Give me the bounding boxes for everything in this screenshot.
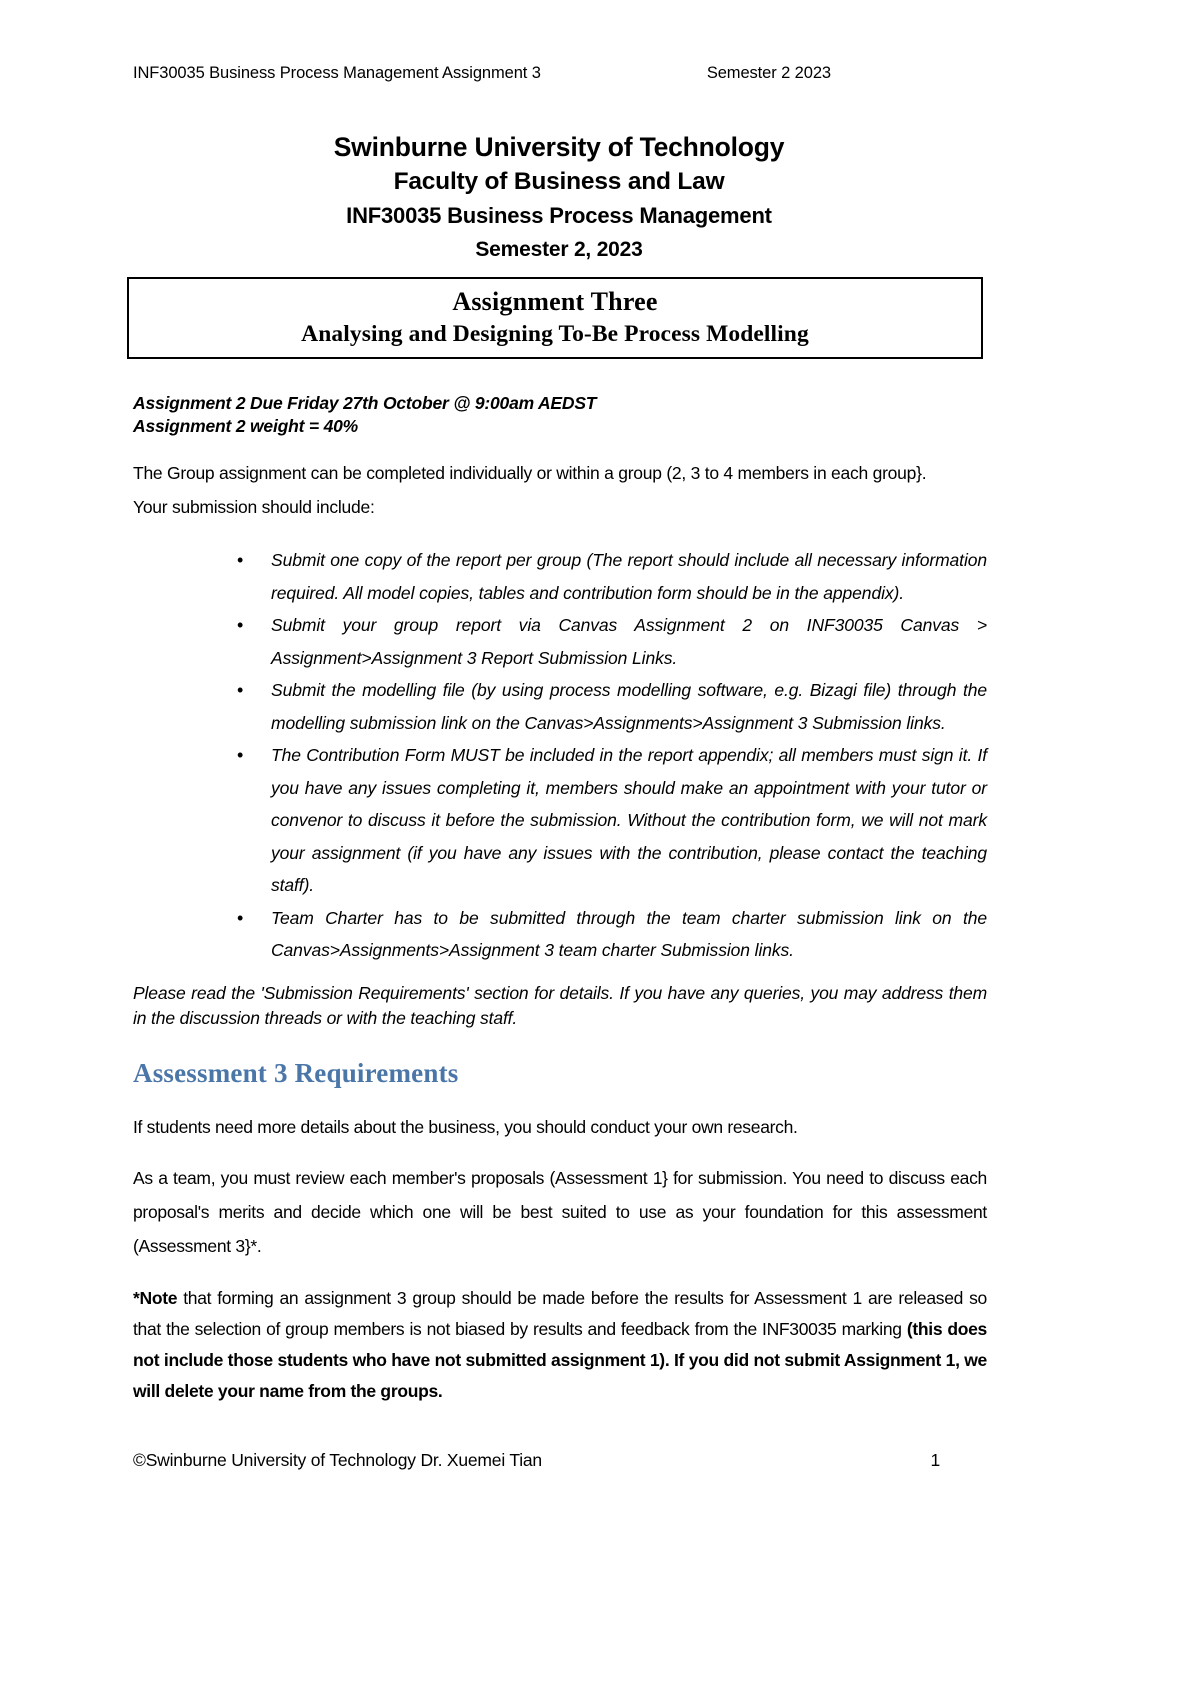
requirements-paragraph-2: As a team, you must review each member's proposals (Assessment 1} for submission. You need to discuss each proposal's merits and decide which one will be best suited to use as your foundation for this assessment (Assessment 3}*. (133, 1168, 987, 1256)
bullet-icon: • (237, 680, 244, 700)
list-item (133, 609, 987, 674)
list-item-text: Submit the modelling file (by using process modelling software, e.g. Bizagi file) through the modelling submission link on the Canvas>Assignments>Assignment 3 Submission links. (271, 680, 987, 733)
running-header (133, 64, 985, 83)
assignment-title: Assignment Three (452, 287, 658, 316)
footer-copyright: ©Swinburne University of Technology Dr. Xuemei Tian (133, 1450, 542, 1470)
running-header-right: Semester 2 2023 (706, 64, 831, 82)
bullet-icon: • (237, 615, 244, 635)
note-body: that forming an assignment 3 group should be made before the results for Assessment 1 are released so that the selection of group members is not biased by results and feedback from the INF30035 marking (133, 1288, 987, 1339)
list-item-text: Team Charter has to be submitted through the team charter submission link on the Canvas>Assignments>Assignment 3 team charter Submission links. (271, 907, 987, 960)
intro-paragraph-2: Your submission should include: (133, 497, 375, 517)
list-item-text: Submit your group report via Canvas Assignment 2 on INF30035 Canvas > Assignment>Assignment 3 Report Submission Links. (271, 615, 987, 668)
list-item (133, 739, 987, 902)
bullet-icon: • (237, 745, 244, 765)
list-item (133, 902, 987, 967)
document-body (133, 456, 987, 1425)
due-date-line: Assignment 2 Due Friday 27th October @ 9:00am AEDST (133, 393, 597, 413)
page-number: 1 (930, 1450, 940, 1470)
section-heading-assessment-requirements: Assessment 3 Requirements (133, 1057, 459, 1088)
university-name: Swinburne University of Technology (333, 132, 785, 162)
note-bold-tail: (this does not include those students who have not submitted assignment 1). If you did not submit Assignment 1, we will delete your name from the groups. (133, 1319, 987, 1401)
intro-paragraph-1: The Group assignment can be completed individually or within a group (2, 3 to 4 members in each group}. (133, 463, 927, 483)
note-lead: *Note (133, 1288, 178, 1308)
unit-name: INF30035 Business Process Management (346, 203, 772, 228)
list-item (133, 674, 987, 739)
bullet-icon: • (237, 907, 244, 928)
semester-label: Semester 2, 2023 (475, 238, 643, 261)
note-paragraph (133, 1283, 987, 1407)
list-item-text: Submit one copy of the report per group (The report should include all necessary information required. All model copies, tables and contribution form should be in the appendix). (271, 550, 987, 603)
submission-bullet-list (133, 544, 987, 967)
page-footer (133, 1450, 985, 1471)
bullet-icon: • (237, 550, 244, 570)
due-block (133, 392, 985, 438)
submission-requirements-note: Please read the 'Submission Requirements' section for details. If you have any queries, you may address them in the discussion threads or with the teaching staff. (133, 982, 987, 1028)
list-item-text: The Contribution Form MUST be included in the report appendix; all members must sign it. If you have any issues completing it, members should make an appointment with your tutor or convenor to discuss it before the submission. Without the contribution form, we will not mark your assignment (if you have any issues with the contribution, please contact the teaching staff). (271, 745, 987, 895)
assignment-subtitle: Analysing and Designing To-Be Process Modelling (301, 321, 809, 347)
list-item (133, 544, 987, 609)
requirements-paragraph-1: If students need more details about the business, you should conduct your own research. (133, 1116, 798, 1137)
weight-line: Assignment 2 weight = 40% (133, 416, 358, 436)
assignment-title-box (127, 277, 983, 359)
masthead (133, 130, 985, 267)
faculty-name: Faculty of Business and Law (393, 168, 725, 195)
running-header-left: INF30035 Business Process Management Assignment 3 (133, 64, 541, 82)
